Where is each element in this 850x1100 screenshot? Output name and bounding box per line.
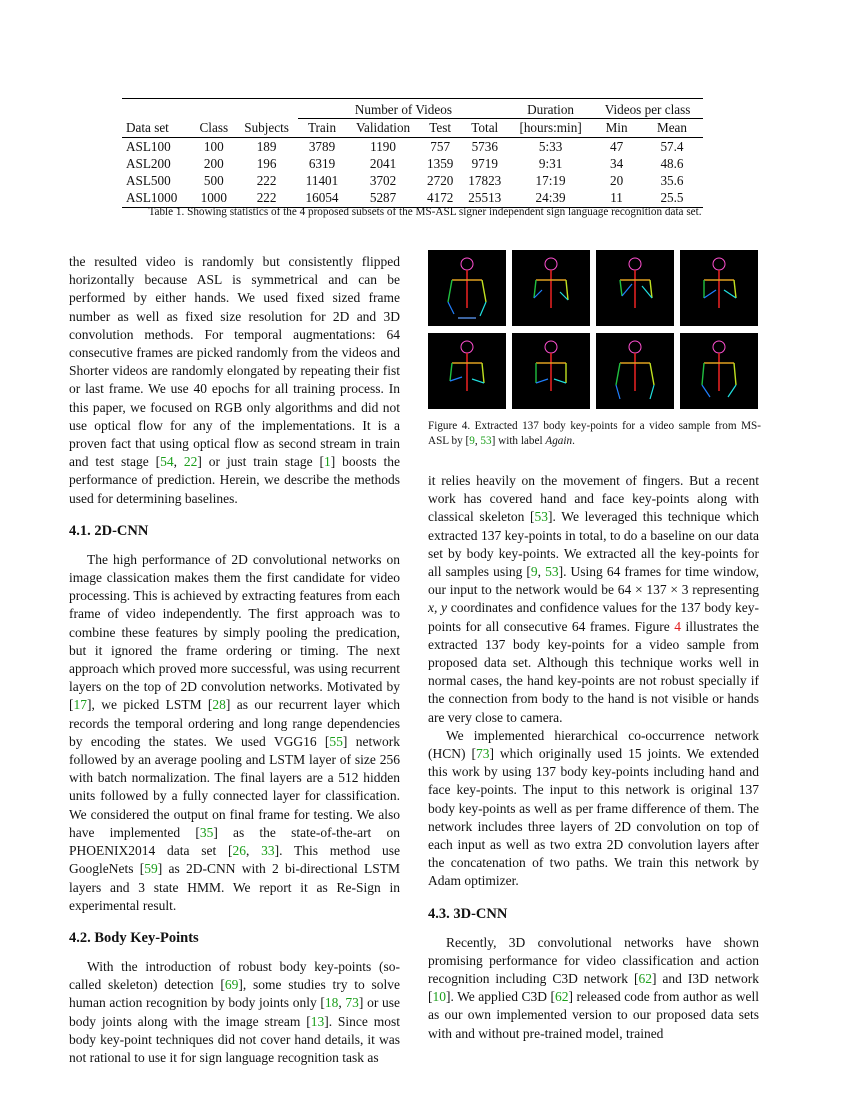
text-run: ] and I3D network [ [428,971,759,1005]
table-cell: 11401 [305,173,339,188]
citation-link[interactable]: 69 [224,977,239,993]
keypoint-frame-image [596,333,674,409]
citation-link[interactable]: 33 [261,843,275,859]
table-cell: 35.6 [660,173,684,188]
citation-link[interactable]: 28 [212,697,226,713]
table-cell: ASL200 [126,156,171,171]
section-heading-2d-cnn: 4.1. 2D-CNN [69,522,149,539]
text-run: Figure 4. Extracted 137 body key-points for a video sample from MS-ASL by [ [428,420,761,447]
table-cell: 48.6 [660,156,684,171]
paragraph-3d-cnn [428,934,759,1043]
keypoint-frame-image [428,250,506,326]
table-cell: 1190 [370,139,396,154]
table-cell: 6319 [308,156,336,171]
table-cell: 500 [203,173,224,188]
citation-link[interactable]: 62 [555,989,569,1005]
col-header: Total [461,119,509,138]
figure-label: Again [545,435,573,447]
text-run: the resulted video is randomly but consistently flipped horizontally because ASL is symmetrical and can be performed by either hands. We used fixed sized frame number as well as fixed size resolution for 2D and 3D convolution methods. For temporal augmentations: 64 consecutive frames are picked randomly from the videos and Shorter videos are randomly elongated by repeating their fist or last frame. We use 40 epochs for all training process. In this paper, we focused on RGB only algorithms and did not use optical flow for any of the implementations. It is a proven fact that using optical flow as second stream in train and test stage [ [69,254,400,470]
citation-link[interactable]: 9 [469,435,475,447]
text-run: ]. Using 64 frames for time window, our input to the network would be 64 × 137 × 3 representing [428,564,759,598]
table-cell: 5736 [471,139,498,154]
citation-link[interactable]: 18 [324,995,339,1011]
table-cell: 5287 [346,189,420,208]
text-run: coordinates and confidence values for the 137 body key-points for all consecutive 64 frames. Figure [428,600,760,634]
text-run: ]. This method use GoogleNets [ [69,843,400,877]
col-header: Validation [346,119,420,138]
table-cell: 196 [256,156,277,171]
group-header-duration: Duration [509,99,592,119]
table-cell: 9719 [471,156,498,171]
table-row [122,155,703,172]
citation-link[interactable]: 10 [432,989,446,1005]
section-heading-3d-cnn: 4.3. 3D-CNN [428,905,508,922]
text-run: ] as 2D-CNN with 2 bi-directional LSTM layers and 3 state HMM. We report it as Re-Sign in experimental result. [69,861,401,913]
col-header: Subjects [235,119,297,138]
table-row [122,189,703,208]
paragraph-keypoint-baseline [428,472,759,727]
table-column-header-row [122,119,703,138]
table-cell: 222 [235,189,297,208]
table-cell: 2720 [427,173,454,188]
paragraph-2d-cnn [69,551,400,915]
table-cell: 47 [609,139,624,154]
col-header: Class [192,119,235,138]
table-cell: 57.4 [660,139,684,154]
table-cell: 1000 [192,189,235,208]
table-cell: 189 [256,139,277,154]
table-cell: 17:19 [535,173,566,188]
col-header: Train [298,119,346,138]
text-run: ] network followed by an average pooling and LSTM layer of size 256 with batch normalization. The final layers are a 512 hidden units followed by a fully connected layer for classification. We considered the output on final frame for testing. We also have implemented [ [69,733,401,840]
text-run: ], we picked LSTM [ [87,697,213,713]
col-header: Min [592,119,641,138]
table-cell: ASL1000 [122,189,192,208]
table-cell: 11 [592,189,641,208]
text-run: ] boosts the performance of prediction. Herein, we describe the methods used for determining baselines. [69,454,400,506]
citation-link[interactable]: 55 [329,733,343,749]
table-cell: 3702 [369,173,397,188]
citation-link[interactable]: 54 [160,454,174,470]
table-cell: 17823 [468,173,502,188]
text-run: illustrates the extracted 137 body key-points for a video sample from proposed data set. Although this technique works well in normal cases, the hand key-points are not robust specially if the connection from body to the hand is not visible or hands are very close to camera. [428,618,759,725]
text-run: ] which originally used 15 joints. We extended this work by using 137 body key-points including hand and face key-points. The input to this network is original 137 body key-points as well as per frame difference of them. The network includes three layers of 2D convolution on top of each input as well as two extra 2D convolution layers after the concatenation of two paths. We train this network by Adam optimizer. [428,746,759,889]
keypoint-frame-image [680,250,758,326]
paragraph-hcn [428,727,759,891]
col-header: Data set [122,119,192,138]
table-cell: 34 [609,156,624,171]
table-cell: ASL100 [126,139,171,154]
table-cell: 25.5 [641,189,703,208]
figure-ref-link[interactable]: 4 [674,618,682,634]
keypoint-frame-image [680,333,758,409]
table-cell: 3789 [308,139,336,154]
text-run: ]. We leveraged this technique which extracted 137 key-points in total, to do a baseline on our data set by body key-points. We extracted all the key-points for all samples using [ [428,509,759,580]
citation-link[interactable]: 62 [638,971,652,987]
text-run: , [173,454,184,470]
table-cell: 4172 [420,189,461,208]
text-run: ]. We applied C3D [ [446,989,556,1005]
keypoint-frame-image [428,333,506,409]
table-group-header-row [122,99,703,119]
citation-link[interactable]: 26 [232,843,246,859]
citation-link[interactable]: 53 [534,509,549,525]
group-header-videos: Number of Videos [298,99,509,119]
text-run: it relies heavily on the movement of fingers. But a recent work has covered hand and face key-points along with classical skeleton [ [428,473,759,525]
table-cell: 25513 [461,189,509,208]
citation-link[interactable]: 35 [199,824,214,840]
text-run: , [245,843,262,859]
citation-link[interactable]: 73 [345,995,359,1011]
text-run: ] or just train stage [ [197,454,324,470]
table-cell: 20 [609,173,624,188]
text-run: Recently, 3D convolutional networks have shown promising performance for video classification and action recognition including C3D network [ [428,934,759,987]
text-run: ] released code from author as well as our own implemented version to our proposed data sets with and without pre-trained model, trained [428,989,760,1041]
table-cell: 16054 [298,189,346,208]
text-run: ]. Since most body key-point techniques did not cover hand details, it was not rational to use it for sign language recognition task as [69,1013,400,1065]
keypoint-figure [428,250,760,409]
text-run: ] or use body joints along with the image stream [ [69,995,400,1029]
keypoint-frame-image [512,250,590,326]
text-run: ] as our recurrent layer which records the temporal ordering and long range dependencies by encoding the states. We used VGG16 [ [69,697,400,749]
col-header: [hours:min] [509,119,592,138]
text-run: , [537,564,546,580]
paragraph-body-key-points [69,958,400,1067]
right-column [428,472,759,1043]
left-column [69,253,400,1067]
col-header: Mean [641,119,703,138]
citation-link[interactable]: 9 [530,564,538,580]
table-cell: 9:31 [538,156,563,171]
table-cell: 200 [203,156,224,171]
group-header-videos-per-class: Videos per class [592,99,703,119]
text-run: , [474,435,481,447]
math-inline: x, y [428,600,448,616]
citation-link[interactable]: 17 [73,697,87,713]
paragraph-augmentation [69,253,400,508]
figure-caption [428,419,761,449]
citation-link[interactable]: 73 [475,746,490,762]
text-run: ] with label [491,435,546,447]
table-cell: 100 [203,139,224,154]
table-cell: 24:39 [509,189,592,208]
citation-link[interactable]: 22 [183,454,198,470]
keypoint-frame-image [512,333,590,409]
citation-link[interactable]: 53 [480,435,492,447]
citation-link[interactable]: 59 [144,861,158,877]
statistics-table [122,98,703,208]
text-run: ], some studies try to solve human action recognition by body joints only [ [69,977,400,1011]
text-run: . [572,435,575,447]
keypoint-frame-image [596,250,674,326]
table-row [122,172,703,189]
table-cell: 222 [256,173,277,188]
citation-link[interactable]: 53 [545,564,559,580]
text-run: The high performance of 2D convolutional networks on image classication makes them the first candidate for video processing. This is achieved by extracting features from each frame of video independently. The first approach was to combine these features by simply pooling the predication, but it ignored the frame ordering or timing. The next approach which proved more successful, was using recurrent layers on the top of 2D convolution networks. Motivated by [ [69,551,400,713]
table-cell: 757 [430,139,451,154]
section-heading-body-key-points: 4.2. Body Key-Points [69,929,199,946]
text-run: We implemented hierarchical co-occurrence network (HCN) [ [428,727,759,762]
table-cell: ASL500 [126,173,171,188]
citation-link[interactable]: 13 [310,1013,325,1029]
table-cell: 1359 [427,156,454,171]
text-run: With the introduction of robust body key-points (so-called skeleton) detection [ [69,958,400,993]
text-run: ] as the state-of-the-art on PHOENIX2014 data set [ [69,824,400,859]
table-row [122,138,703,156]
text-run: , [338,995,346,1011]
table-cell: 2041 [369,156,397,171]
table-caption: Table 1. Showing statistics of the 4 proposed subsets of the MS-ASL signer independent sign language recognition data set. [148,206,702,218]
citation-link[interactable]: 1 [323,454,331,470]
col-header: Test [420,119,461,138]
table-cell: 5:33 [538,139,563,154]
